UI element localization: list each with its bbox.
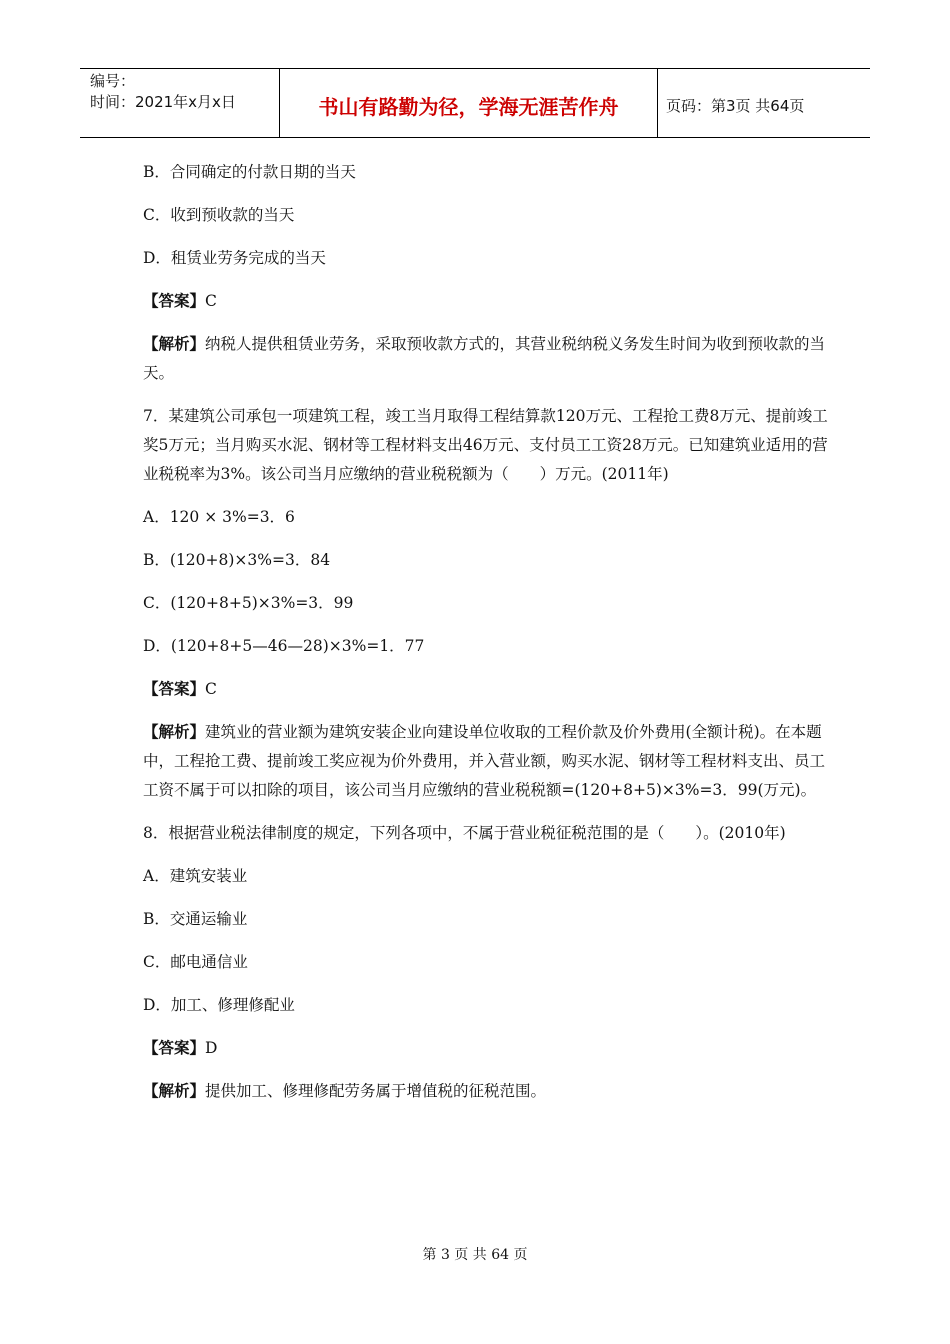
q7-answer: 【答案】C bbox=[143, 680, 217, 698]
time-label: 时间：2021年x月x日 bbox=[90, 93, 236, 111]
option-b: B．合同确定的付款日期的当天 bbox=[143, 163, 356, 181]
analysis-label: 【解析】 bbox=[143, 1082, 206, 1100]
q7-option-d: D．(120+8+5—46—28)×3%=1．77 bbox=[143, 637, 425, 655]
number-label: 编号： bbox=[90, 72, 136, 90]
footer-page-number: 第 3 页 共 64 页 bbox=[422, 1247, 528, 1263]
question-7: 7．某建筑公司承包一项建筑工程，竣工当月取得工程结算款120万元、工程抢工费8万元、提前竣工奖5万元；当月购买水泥、钢材等工程材料支出46万元、支付员工工资28万元。已知建筑业适用的营业税税率为3%。该公司当月应缴纳的营业税税额为（ ）万元。(2011年) bbox=[143, 407, 828, 483]
answer-label: 【答案】 bbox=[143, 1039, 206, 1057]
page-footer bbox=[0, 1244, 950, 1264]
q7-option-b: B．(120+8)×3%=3．84 bbox=[143, 551, 331, 569]
answer-label: 【答案】 bbox=[143, 680, 206, 698]
motto-text: 书山有路勤为径，学海无涯苦作舟 bbox=[318, 94, 619, 119]
answer-label: 【答案】 bbox=[143, 292, 206, 310]
q8-option-a: A．建筑安装业 bbox=[143, 867, 248, 885]
analysis-label: 【解析】 bbox=[143, 723, 206, 741]
page-info: 页码：第3页 共64页 bbox=[666, 96, 805, 115]
question-8: 8．根据营业税法律制度的规定，下列各项中，不属于营业税征税范围的是（ ）。(2010年) bbox=[143, 824, 786, 842]
analysis-label: 【解析】 bbox=[143, 335, 206, 353]
option-d: D．租赁业劳务完成的当天 bbox=[143, 249, 326, 267]
document-body bbox=[143, 158, 833, 1106]
header-motto-cell bbox=[280, 69, 658, 137]
q8-analysis: 【解析】提供加工、修理修配劳务属于增值税的征税范围。 bbox=[143, 1082, 547, 1100]
q7-analysis: 【解析】建筑业的营业额为建筑安装企业向建设单位收取的工程价款及价外费用(全额计税)。在本题中，工程抢工费、提前竣工奖应视为价外费用，并入营业额，购买水泥、钢材等工程材料支出、员工工资不属于可以扣除的项目，该公司当月应缴纳的营业税税额=(120+8+5)×3%=3．99(万元)。 bbox=[143, 723, 826, 799]
q8-option-d: D．加工、修理修配业 bbox=[143, 996, 295, 1014]
analysis: 【解析】纳税人提供租赁业劳务，采取预收款方式的，其营业税纳税义务发生时间为收到预收款的当天。 bbox=[143, 335, 826, 382]
q8-option-b: B．交通运输业 bbox=[143, 910, 248, 928]
q7-option-a: A．120 × 3%=3．6 bbox=[143, 508, 295, 526]
page-header bbox=[80, 68, 870, 138]
header-page-cell bbox=[658, 69, 870, 137]
option-c: C．收到预收款的当天 bbox=[143, 206, 295, 224]
q7-option-c: C．(120+8+5)×3%=3．99 bbox=[143, 594, 354, 612]
q8-option-c: C．邮电通信业 bbox=[143, 953, 248, 971]
q8-answer: 【答案】D bbox=[143, 1039, 218, 1057]
answer: 【答案】C bbox=[143, 292, 217, 310]
header-meta-cell bbox=[80, 69, 280, 137]
